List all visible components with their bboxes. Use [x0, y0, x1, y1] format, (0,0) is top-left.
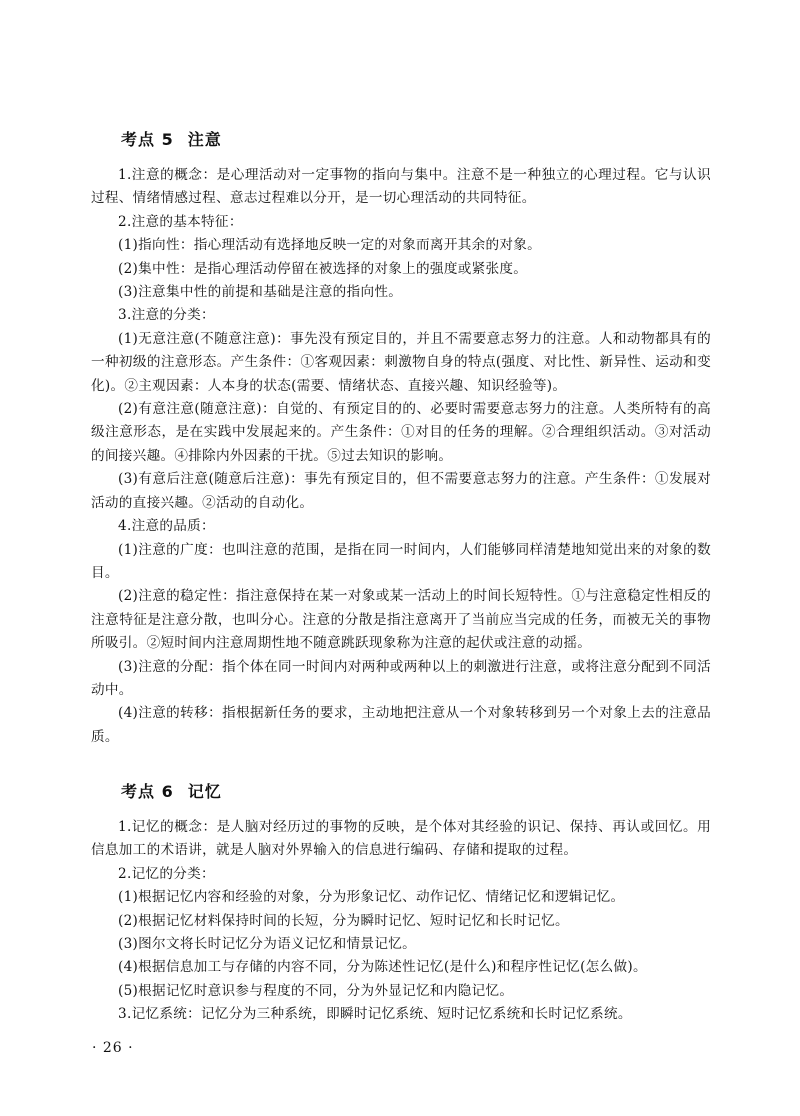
paragraph: (3)注意的分配：指个体在同一时间内对两种或两种以上的刺激进行注意，或将注意分配到不同活动中。: [91, 658, 711, 698]
section-title: 记忆: [187, 782, 222, 801]
paragraph: (1)注意的广度：也叫注意的范围，是指在同一时间内，人们能够同样清楚地知觉出来的对象的数目。: [91, 541, 711, 581]
paragraph: (2)注意的稳定性：指注意保持在某一对象或某一活动上的时间长短特性。①与注意稳定性相反的注意特征是注意分散，也叫分心。注意的分散是指注意离开了当前应当完成的任务，而被无关的事物所吸引。②短时间内注意周期性地不随意跳跃现象称为注意的起伏或注意的动摇。: [91, 588, 711, 652]
paragraph: 4.注意的品质：: [118, 518, 215, 535]
paragraph: (4)注意的转移：指根据新任务的要求，主动地把注意从一个对象转移到另一个对象上去的注意品质。: [91, 705, 711, 745]
paragraph: 2.注意的基本特征：: [118, 213, 243, 230]
paragraph: 2.记忆的分类：: [118, 865, 215, 882]
paragraph: (5)根据记忆时意识参与程度的不同，分为外显记忆和内隐记忆。: [118, 982, 514, 999]
paragraph: (3)有意后注意(随意后注意)：事先有预定目的，但不需要意志努力的注意。产生条件：①发展对活动的直接兴趣。②活动的自动化。: [91, 471, 711, 511]
paragraph: (2)有意注意(随意注意)：自觉的、有预定目的的、必要时需要意志努力的注意。人类所特有的高级注意形态，是在实践中发展起来的。产生条件：①对目的任务的理解。②合理组织活动。③对活动的间接兴趣。④排除内外因素的干扰。⑤过去知识的影响。: [91, 401, 711, 464]
section-heading-attention: [121, 127, 222, 150]
paragraph: (1)无意注意(不随意注意)：事先没有预定目的，并且不需要意志努力的注意。人和动物都具有的一种初级的注意形态。产生条件：①客观因素：刺激物自身的特点(强度、对比性、新异性、运动和变化)。②主观因素：人本身的状态(需要、情绪状态、直接兴趣、知识经验等)。: [91, 330, 711, 394]
paragraph: 1.记忆的概念：是人脑对经历过的事物的反映，是个体对其经验的识记、保持、再认或回忆。用信息加工的术语讲，就是人脑对外界输入的信息进行编码、存储和提取的过程。: [91, 819, 711, 859]
section-number: 考点 5: [121, 130, 174, 149]
paragraph: 3.注意的分类：: [118, 307, 215, 324]
paragraph: (2)集中性：是指心理活动停留在被选择的对象上的强度或紧张度。: [118, 260, 528, 277]
section-number: 考点 6: [121, 782, 174, 801]
paragraph: 3.记忆系统：记忆分为三种系统，即瞬时记忆系统、短时记忆系统和长时记忆系统。: [118, 1006, 632, 1023]
section-heading-memory: [121, 779, 222, 802]
section-title: 注意: [187, 130, 222, 149]
paragraph: 1.注意的概念：是心理活动对一定事物的指向与集中。注意不是一种独立的心理过程。它与认识过程、情绪情感过程、意志过程难以分开，是一切心理活动的共同特征。: [91, 167, 711, 207]
paragraph: (4)根据信息加工与存储的内容不同，分为陈述性记忆(是什么)和程序性记忆(怎么做)。: [118, 959, 647, 976]
paragraph: (3)注意集中性的前提和基础是注意的指向性。: [118, 284, 403, 301]
page-number: · 26 ·: [92, 1040, 134, 1056]
section-body-memory: [91, 816, 711, 1027]
paragraph: (1)指向性：指心理活动有选择地反映一定的对象而离开其余的对象。: [118, 237, 542, 254]
paragraph: (1)根据记忆内容和经验的对象，分为形象记忆、动作记忆、情绪记忆和逻辑记忆。: [118, 889, 625, 906]
paragraph: (3)图尔文将长时记忆分为语义记忆和情景记忆。: [118, 936, 417, 953]
paragraph: (2)根据记忆材料保持时间的长短，分为瞬时记忆、短时记忆和长时记忆。: [118, 912, 569, 929]
section-body-attention: [91, 164, 711, 749]
